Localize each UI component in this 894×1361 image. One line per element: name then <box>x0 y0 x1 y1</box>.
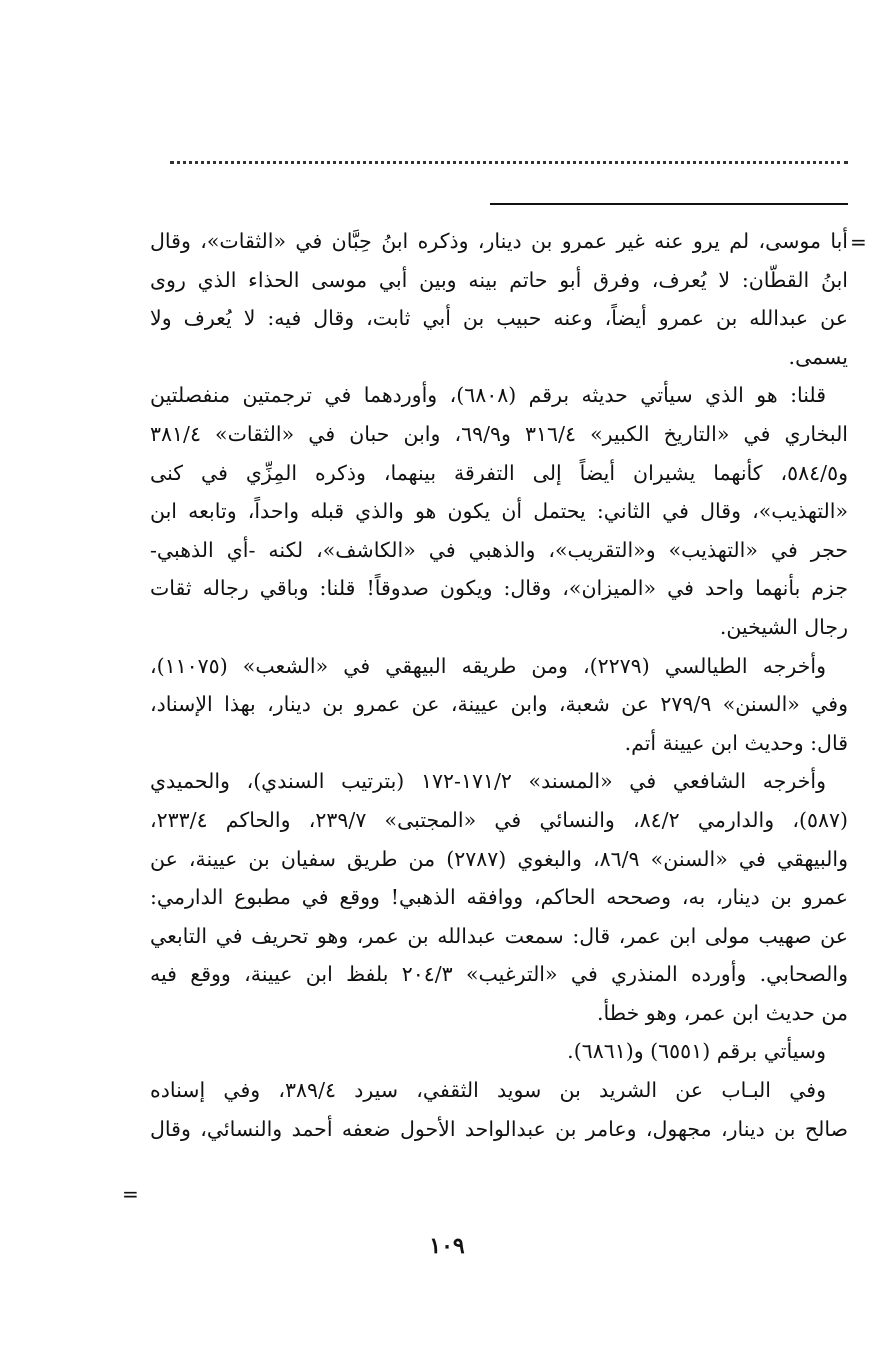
text-line: قلنا: هو الذي سيأتي حديثه برقم (٦٨٠٨)، وأوردهما في ترجمتين منفصلتين <box>150 383 826 408</box>
paragraph <box>150 647 848 763</box>
text-line: (٥٨٧)، والدارمي ٨٤/٢، والنسائي في «المجتبى» ٢٣٩/٧، والحاكم ٢٣٣/٤، <box>150 807 848 832</box>
dotted-separator <box>170 161 848 164</box>
text-line: وفي البـاب عن الشريد بن سويد الثقفي، سيرد ٣٨٩/٤، وفي إسناده <box>150 1078 827 1103</box>
footnote-rule <box>490 203 848 205</box>
continuation-marker-end: = <box>122 1182 139 1206</box>
text-line: عن صهيب مولى ابن عمر، قال: سمعت عبدالله بن عمر، وهو تحريف في التابعي <box>150 923 848 948</box>
text-line: عن عبدالله بن عمرو أيضاً، وعنه حبيب بن أبي ثابت، وقال فيه: لا يُعرف ولا <box>150 306 848 331</box>
paragraph <box>150 222 848 376</box>
text-line: عمرو بن دينار، به، وصححه الحاكم، ووافقه الذهبي! ووقع في مطبوع الدارمي: <box>150 885 848 910</box>
text-line: و٥٨٤/٥، كأنهما يشيران أيضاً إلى التفرقة بينهما، وذكره المِزِّي في كنى <box>150 460 848 485</box>
text-line: جزم بأنهما واحد في «الميزان»، وقال: ويكون صدوقاً! قلنا: وباقي رجاله ثقات <box>150 576 848 601</box>
text-line: من حديث ابن عمر، وهو خطأ. <box>596 1000 848 1025</box>
paragraph <box>150 1032 848 1071</box>
text-line: أبا موسى، لم يرو عنه غير عمرو بن دينار، وذكره ابنُ حِبَّان في «الثقات»، وقال <box>150 229 848 253</box>
continuation-marker-start: = <box>850 230 867 254</box>
page-number: ١٠٩ <box>429 1233 465 1259</box>
text-line: البخاري في «التاريخ الكبير» ٣١٦/٤ و٦٩/٩، وابن حبان في «الثقات» ٣٨١/٤ <box>150 421 848 446</box>
text-line: وأخرجه الشافعي في «المسند» ١٧١/٢-١٧٢ (بترتيب السندي)، والحميدي <box>150 769 827 794</box>
text-line: وسيأتي برقم (٦٥٥١) و(٦٨٦١). <box>567 1039 826 1064</box>
text-line: والصحابي. وأورده المنذري في «الترغيب» ٢٠٤/٣ بلفظ ابن عيينة، ووقع فيه <box>150 962 848 987</box>
text-line: ابنُ القطّان: لا يُعرف، وفرق أبو حاتم بينه وبين أبي موسى الحذاء الذي روى <box>150 267 848 292</box>
text-line: يسمى. <box>788 344 848 369</box>
text-line: رجال الشيخين. <box>719 614 848 639</box>
text-line: صالح بن دينار، مجهول، وعامر بن عبدالواحد الأحول ضعفه أحمد والنسائي، وقال <box>150 1116 848 1141</box>
text-line: قال: وحديث ابن عيينة أتم. <box>624 730 848 755</box>
paragraph <box>150 1071 848 1148</box>
text-line: وأخرجه الطيالسي (٢٢٧٩)، ومن طريقه البيهقي في «الشعب» (١١٠٧٥)، <box>150 653 826 678</box>
text-line: «التهذيب»، وقال في الثاني: يحتمل أن يكون هو والذي قبله واحداً، وتابعه ابن <box>150 499 848 524</box>
paragraph <box>150 762 848 1032</box>
footnote-text <box>150 222 848 1148</box>
paragraph <box>150 376 848 646</box>
text-line: والبيهقي في «السنن» ٨٦/٩، والبغوي (٢٧٨٧) من طريق سفيان بن عيينة، عن <box>150 846 848 871</box>
text-line: وفي «السنن» ٢٧٩/٩ عن شعبة، وابن عيينة، عن عمرو بن دينار، بهذا الإسناد، <box>150 692 848 717</box>
text-line: حجر في «التهذيب» و«التقريب»، والذهبي في «الكاشف»، لكنه -أي الذهبي- <box>150 537 848 562</box>
